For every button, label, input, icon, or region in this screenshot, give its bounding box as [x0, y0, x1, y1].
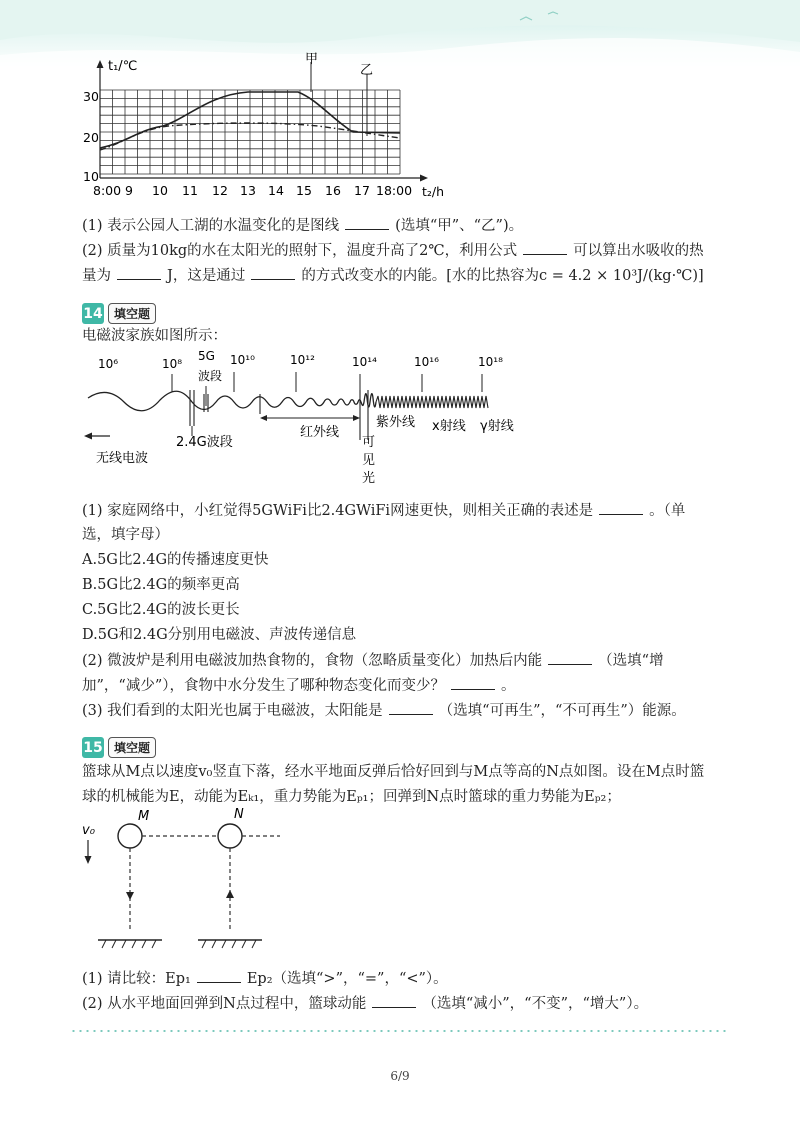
- answer-blank[interactable]: [372, 993, 416, 1008]
- y-axis-label: t₁/℃: [108, 59, 138, 74]
- label-xray: x射线: [432, 419, 466, 434]
- label-m: M: [138, 809, 150, 824]
- q14-part1: (1) 家庭网络中，小红觉得5GWiFi比2.4GWiFi网速更快，则相关正确的表述是 。（单: [82, 500, 685, 521]
- freq-label: 10¹⁸: [478, 355, 503, 369]
- answer-blank[interactable]: [523, 240, 567, 255]
- q15-part2: (2) 从水平地面回弹到N点过程中，篮球动能 （选填“减小”，“不变”，“增大”）。: [82, 993, 648, 1014]
- q14-option-d: D.5G和2.4G分别用电磁波、声波传递信息: [82, 627, 357, 643]
- y-tick: 30: [83, 89, 99, 104]
- label-gamma: γ射线: [480, 419, 514, 434]
- q15-intro-1: 篮球从M点以速度v₀竖直下落，经水平地面反弹后恰好回到与M点等高的N点如图。设在M点时篮: [82, 764, 705, 780]
- em-spectrum-diagram: [80, 350, 520, 490]
- x-tick: 13: [240, 183, 256, 198]
- q14-option-c: C.5G比2.4G的波长更长: [82, 602, 240, 618]
- freq-label: 10⁶: [98, 357, 119, 371]
- answer-blank[interactable]: [251, 265, 295, 280]
- label-n: N: [234, 807, 244, 822]
- freq-label: 10¹²: [290, 353, 315, 367]
- x-tick: 10: [152, 183, 168, 198]
- answer-blank[interactable]: [197, 968, 241, 983]
- question-type: 填空题: [108, 303, 156, 324]
- answer-blank[interactable]: [451, 675, 495, 690]
- x-tick: 8:00 9: [93, 183, 133, 198]
- q14-option-a: A.5G比2.4G的传播速度更快: [82, 552, 269, 568]
- ball-m: [118, 824, 142, 848]
- question-number: 15: [82, 737, 104, 758]
- q13-part1: (1) 表示公园人工湖的水温变化的是图线 (选填“甲”、“乙”)。: [82, 215, 523, 236]
- q14-part3: (3) 我们看到的太阳光也属于电磁波，太阳能是 （选填“可再生”，“不可再生”）能源。: [82, 700, 686, 721]
- answer-blank[interactable]: [548, 650, 592, 665]
- q15-badge: [82, 737, 156, 758]
- answer-blank[interactable]: [117, 265, 161, 280]
- ball-n: [218, 824, 242, 848]
- x-tick: 18:00: [376, 183, 413, 198]
- q14-part2-cont: 加”，“减少”），食物中水分发生了哪种物态变化而变少？ 。: [82, 675, 516, 696]
- label-5g: 5G: [198, 350, 215, 363]
- x-axis-label: t₂/h: [422, 184, 445, 199]
- question-type: 填空题: [108, 737, 156, 758]
- freq-label: 10¹⁶: [414, 355, 439, 369]
- x-tick: 14: [268, 183, 284, 198]
- q13-part2: (2) 质量为10kg的水在太阳光的照射下，温度升高了2℃，利用公式 可以算出水吸收的热: [82, 240, 704, 261]
- temperature-graph: [78, 50, 498, 200]
- q15-intro-2: 球的机械能为E，动能为Eₖ₁，重力势能为Eₚ₁；回弹到N点时篮球的重力势能为Eₚ₂；: [82, 789, 621, 805]
- x-tick: 15: [296, 183, 312, 198]
- answer-blank[interactable]: [599, 500, 643, 515]
- x-tick: 11: [182, 183, 198, 198]
- answer-blank[interactable]: [345, 215, 389, 230]
- page-number: 6/9: [390, 1069, 410, 1083]
- curve-label-jia: 甲: [305, 52, 319, 67]
- label-5g-band: 波段: [198, 369, 223, 383]
- label-visible-2: 见: [362, 453, 376, 468]
- q14-part1-cont: 选，填字母）: [82, 527, 169, 543]
- label-visible-3: 光: [362, 471, 376, 486]
- label-visible-1: 可: [362, 435, 376, 450]
- q14-badge: [82, 303, 156, 324]
- q15-part1: (1) 请比较：Ep₁ Ep₂（选填“>”，“=”，“<”）。: [82, 968, 448, 989]
- q14-option-b: B.5G比2.4G的频率更高: [82, 577, 240, 593]
- curve-label-yi: 乙: [360, 63, 374, 78]
- question-number: 14: [82, 303, 104, 324]
- freq-label: 10⁸: [162, 357, 183, 371]
- y-tick: 10: [83, 169, 99, 184]
- freq-label: 10¹⁴: [352, 355, 377, 369]
- label-infrared: 红外线: [300, 425, 340, 440]
- q14-part2: (2) 微波炉是利用电磁波加热食物的，食物（忽略质量变化）加热后内能 （选填“增: [82, 650, 664, 671]
- label-radio: 无线电波: [96, 451, 149, 466]
- y-tick: 20: [83, 130, 99, 145]
- q14-intro: 电磁波家族如图所示：: [82, 328, 227, 344]
- x-tick: 17: [354, 183, 370, 198]
- x-tick: 16: [325, 183, 341, 198]
- q13-part2-cont: 量为 J，这是通过 的方式改变水的内能。[水的比热容为c = 4.2 × 10³J/(kg·℃)]: [82, 265, 704, 286]
- answer-blank[interactable]: [389, 700, 433, 715]
- label-uv: 紫外线: [376, 415, 416, 430]
- x-tick: 12: [212, 183, 228, 198]
- label-2-4g-band: 2.4G波段: [176, 435, 233, 450]
- label-v0: v₀: [82, 823, 95, 838]
- basketball-bounce-diagram: [80, 800, 300, 960]
- freq-label: 10¹⁰: [230, 353, 255, 367]
- footer-divider: [70, 1030, 730, 1032]
